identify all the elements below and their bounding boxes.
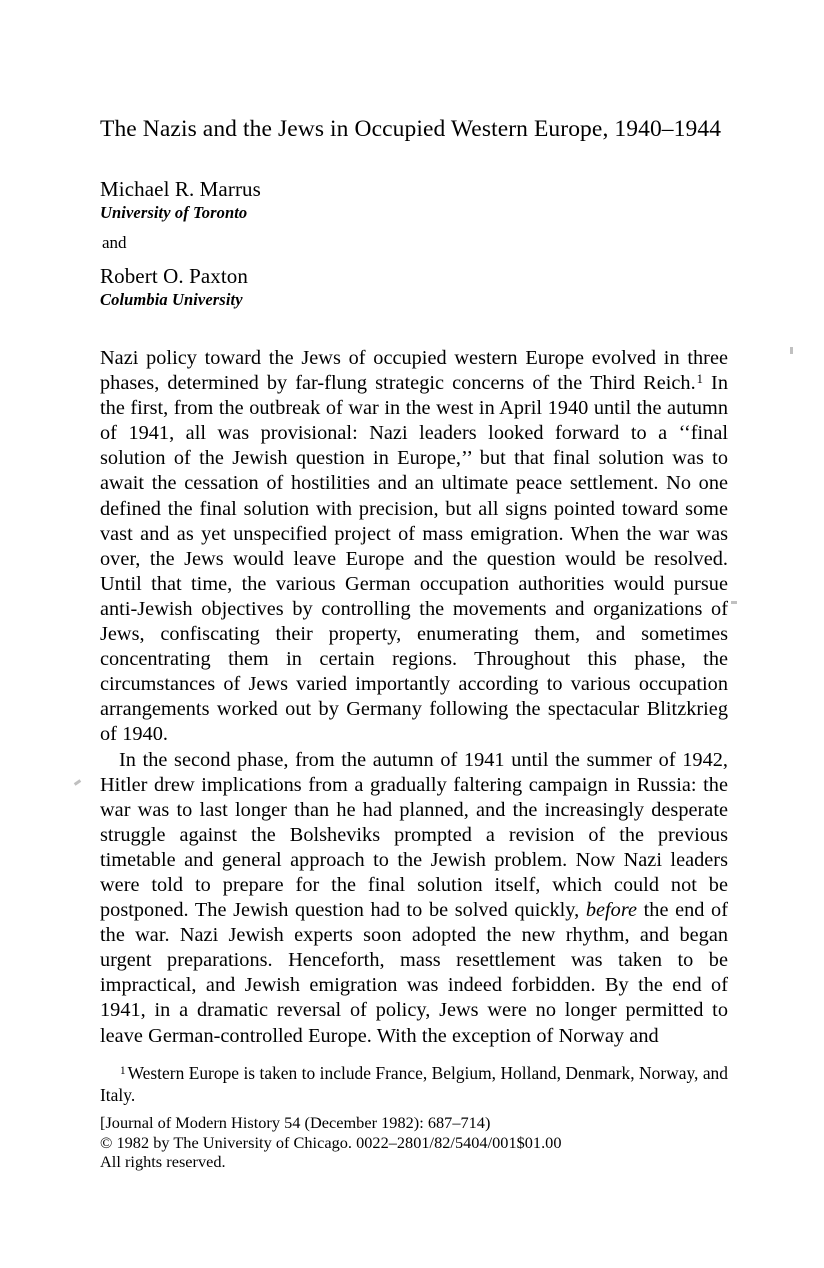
article-body (100, 346, 728, 1049)
body-paragraph-1 (100, 346, 728, 748)
scan-artifact-right-margin-lower (731, 601, 737, 604)
paragraph-2-text-before-emphasis: In the second phase, from the autumn of 1941 until the summer of 1942, Hitler drew implications from a gradually faltering campaign in Russia: the war was to last longer than he had planned, and the increasingly desperate struggle against the Bolsheviks prompted a revision of the previous timetable and general approach to the Jewish problem. Now Nazi leaders were told to prepare for the final solution itself, which could not be postponed. The Jewish question had to be solved quickly, (100, 748, 728, 922)
scan-artifact-left-margin (74, 779, 81, 785)
paragraph-1-text-after-note: In the first, from the outbreak of war in the west in April 1940 until the autumn of 1941, all was provisional: Nazi leaders looked forward to a ‘‘final solution of the Jewish question in Europe,’’ but that final solution was to await the cessation of hostilities and an ultimate peace settlement. No one defined the final solution with precision, but all signs pointed toward some vast and as yet unspecified project of mass emigration. When the war was over, the Jews would leave Europe and the question would be resolved. Until that time, the various German occupation authorities would pursue anti-Jewish objectives by controlling the movements and organizations of Jews, confiscating their property, enumerating them, and sometimes concentrating them in certain regions. Throughout this phase, the circumstances of Jews varied importantly according to various occupation arrangements worked out by Germany following the spectacular Blitzkrieg of 1940. (100, 372, 728, 746)
author-affiliation-secondary: Columbia University (100, 290, 243, 309)
article-content (100, 0, 728, 1049)
page-title: The Nazis and the Jews in Occupied Western Europe, 1940–1944 (100, 116, 722, 142)
author-name-secondary: Robert O. Paxton (100, 264, 249, 288)
paragraph-2-text-after-emphasis: the end of the war. Nazi Jewish experts soon adopted the new rhythm, and began urgent preparations. Henceforth, mass resettlement was taken to be impractical, and Jewish emigration was indeed forbidden. By the end of 1941, in a dramatic reversal of policy, Jews were no longer permitted to leave German-controlled Europe. With the exception of Norway and (100, 899, 728, 1047)
scan-artifact-right-margin (790, 347, 793, 354)
footnote-area (100, 1063, 728, 1171)
imprint-block (100, 1113, 728, 1171)
body-paragraph-2 (100, 748, 728, 1049)
paragraph-2-emphasized-word: before (585, 899, 638, 922)
footnote-1 (100, 1063, 728, 1106)
byline-connector: and (102, 233, 127, 252)
paragraph-1-text-before-note: Nazi policy toward the Jews of occupied western Europe evolved in three phases, determined by far-flung strategic concerns of the Third Reich. (100, 347, 728, 395)
footnote-marker-1: 1 (120, 1065, 126, 1078)
rights-reserved-line: All rights reserved. (100, 1152, 226, 1171)
journal-citation-line: [Journal of Modern History 54 (December 1982): 687–714) (100, 1113, 491, 1133)
author-name-primary: Michael R. Marrus (100, 177, 261, 201)
copyright-line: © 1982 by The University of Chicago. 0022–2801/82/5404/001$01.00 (100, 1132, 562, 1152)
byline (100, 176, 728, 310)
footnote-reference-1[interactable]: 1 (696, 372, 703, 387)
author-affiliation-primary: University of Toronto (100, 203, 248, 222)
footnote-1-text: Western Europe is taken to include France, Belgium, Holland, Denmark, Norway, and Italy. (100, 1063, 728, 1105)
